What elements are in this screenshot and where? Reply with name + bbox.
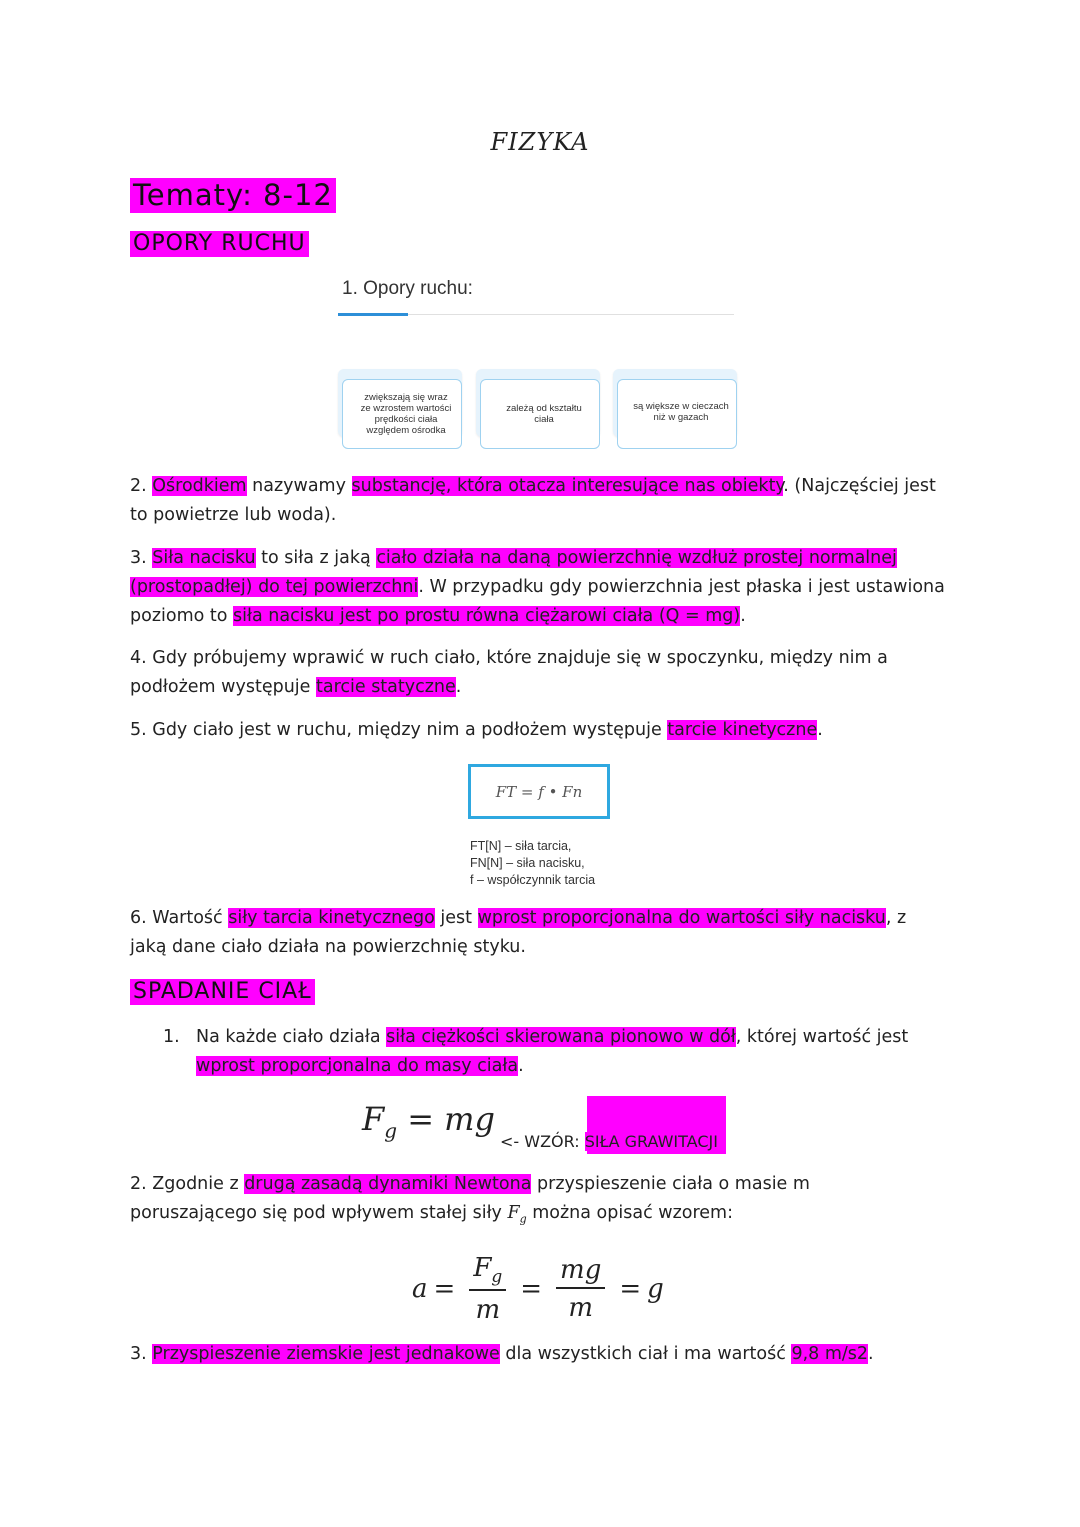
paragraph-2 — [130, 472, 945, 530]
p4-text-2: . — [455, 677, 462, 697]
diagram-title: 1. Opory ruchu: — [342, 278, 473, 299]
friction-formula-box: FT = f • Fn — [468, 764, 610, 819]
s2-paragraph-2 — [130, 1170, 940, 1234]
friction-legend — [470, 838, 595, 889]
diagram-card-2-text: zależą od kształtu ciała — [506, 402, 582, 425]
p3-highlight-3: siła nacisku jest po prostu równa ciężarowi ciała (Q = mg) — [233, 606, 741, 626]
p3-highlight-2: ciało działa na daną powierzchnię wzdłuż prostej normalnej (prostopadłej) do tej powierzchni — [130, 548, 897, 597]
accel-a: a — [412, 1274, 428, 1304]
p4-text-1: 4. Gdy próbujemy wprawić w ruch ciało, które znajduje się w spoczynku, między nim a podłożem występuje — [130, 648, 888, 697]
accel-fraction-2-num: mg — [556, 1255, 605, 1289]
friction-legend-line-2: FN[N] – siła nacisku, — [470, 856, 585, 870]
p2-highlight-1: Ośrodkiem — [152, 476, 247, 496]
s2-item-1-text-2: , której wartość jest — [735, 1027, 909, 1047]
accel-eq-1: = — [433, 1274, 456, 1304]
accel-g: g — [647, 1274, 664, 1304]
formula-label-arrow: <- WZÓR: — [500, 1132, 585, 1151]
accel-eq-3: = — [619, 1274, 642, 1304]
p2-num: 2. — [130, 476, 153, 496]
formula-label — [500, 1132, 718, 1151]
p6-text-2: jest — [434, 908, 478, 928]
p3-text-3: . — [740, 606, 746, 626]
section-heading-spadanie-cial: SPADANIE CIAŁ — [130, 979, 315, 1005]
diagram-card-3-text: są większe w cieczach niż w gazach — [633, 400, 729, 423]
s2-p3-num: 3. — [130, 1344, 153, 1364]
s2-p3-highlight-1: Przyspieszenie ziemskie jest jednakowe — [152, 1344, 500, 1364]
p2-text-2: . (Najczęściej jest to powietrze lub woda). — [130, 476, 936, 525]
accel-fraction-1-num-sub: g — [491, 1267, 503, 1288]
p5-text-1: 5. Gdy ciało jest w ruchu, między nim a podłożem występuje — [130, 720, 668, 740]
acceleration-formula — [412, 1250, 664, 1328]
p3-text-2: . W przypadku gdy powierzchnia jest płaska i jest ustawiona poziomo to — [130, 577, 945, 626]
s2-p3-text-1: dla wszystkich ciał i ma wartość — [499, 1344, 792, 1364]
p3-text-1: to siła z jaką — [255, 548, 377, 568]
s2-paragraph-3 — [130, 1340, 945, 1369]
gravity-formula-lhs: F — [362, 1100, 385, 1138]
section-heading-opory-ruchu: OPORY RUCHU — [130, 231, 309, 257]
paragraph-4 — [130, 644, 945, 702]
paragraph-6 — [130, 904, 945, 962]
accel-fraction-2 — [556, 1255, 605, 1323]
s2-p3-text-2: . — [868, 1344, 874, 1364]
gravity-formula — [362, 1100, 495, 1142]
accel-eq-2: = — [520, 1274, 543, 1304]
s2-item-1-text-3: . — [518, 1056, 524, 1076]
p3-num: 3. — [130, 548, 153, 568]
s2-p2-text-3: można opisać wzorem: — [526, 1203, 733, 1223]
p3-highlight-1: Siła nacisku — [152, 548, 256, 568]
formula-label-highlight: SIŁA GRAWITACJI — [584, 1132, 718, 1151]
gravity-formula-sub: g — [384, 1118, 398, 1143]
p6-text-1: 6. Wartość — [130, 908, 229, 928]
s2-p2-text-1: 2. Zgodnie z — [130, 1174, 245, 1194]
accel-fraction-1 — [469, 1253, 506, 1325]
p4-highlight-1: tarcie statyczne — [315, 677, 456, 697]
gravity-formula-rhs: = mg — [397, 1100, 495, 1138]
p5-text-2: . — [817, 720, 823, 740]
accel-fraction-2-den: m — [568, 1293, 594, 1323]
s2-item-1-num: 1. — [163, 1027, 180, 1047]
topics-heading: Tematy: 8-12 — [130, 178, 336, 213]
s2-item-1 — [196, 1023, 936, 1081]
accel-fraction-1-den: m — [475, 1295, 501, 1326]
p6-highlight-1: siły tarcia kinetycznego — [228, 908, 435, 928]
s2-item-1-text-1: Na każde ciało działa — [196, 1027, 387, 1047]
s2-p2-highlight-1: drugą zasadą dynamiki Newtona — [244, 1174, 532, 1194]
page-title: FIZYKA — [490, 128, 590, 156]
accel-fraction-1-num-main: F — [473, 1252, 492, 1283]
s2-p2-force: F — [507, 1203, 520, 1223]
friction-legend-line-1: FT[N] – siła tarcia, — [470, 839, 572, 853]
diagram-card-1-text: zwiększają się wraz ze wzrostem wartości prędkości ciała względem ośrodka — [360, 391, 452, 437]
s2-item-1-highlight-1: siła ciężkości skierowana pionowo w dół — [386, 1027, 736, 1047]
p2-text-1: nazywamy — [246, 476, 352, 496]
p6-highlight-2: wprost proporcjonalna do wartości siły nacisku — [477, 908, 886, 928]
accel-fraction-1-num — [469, 1253, 506, 1291]
friction-legend-line-3: f – współczynnik tarcia — [470, 873, 596, 887]
s2-p2-force-sub: g — [519, 1212, 527, 1226]
paragraph-3 — [130, 544, 945, 631]
s2-p3-highlight-2: 9,8 m/s2 — [791, 1344, 869, 1364]
p2-highlight-2: substancję, która otacza interesujące nas obiekty — [351, 476, 784, 496]
s2-item-1-highlight-2: wprost proporcjonalna do masy ciała — [196, 1056, 519, 1076]
diagram-divider-accent — [338, 313, 408, 316]
p6-text-3: , z jaką dane ciało działa na powierzchnię styku. — [130, 908, 907, 957]
p5-highlight-1: tarcie kinetyczne — [667, 720, 818, 740]
paragraph-5 — [130, 716, 945, 745]
s2-p2-text-2: przyspieszenie ciała o masie m poruszającego się pod wpływem stałej siły — [130, 1174, 810, 1223]
